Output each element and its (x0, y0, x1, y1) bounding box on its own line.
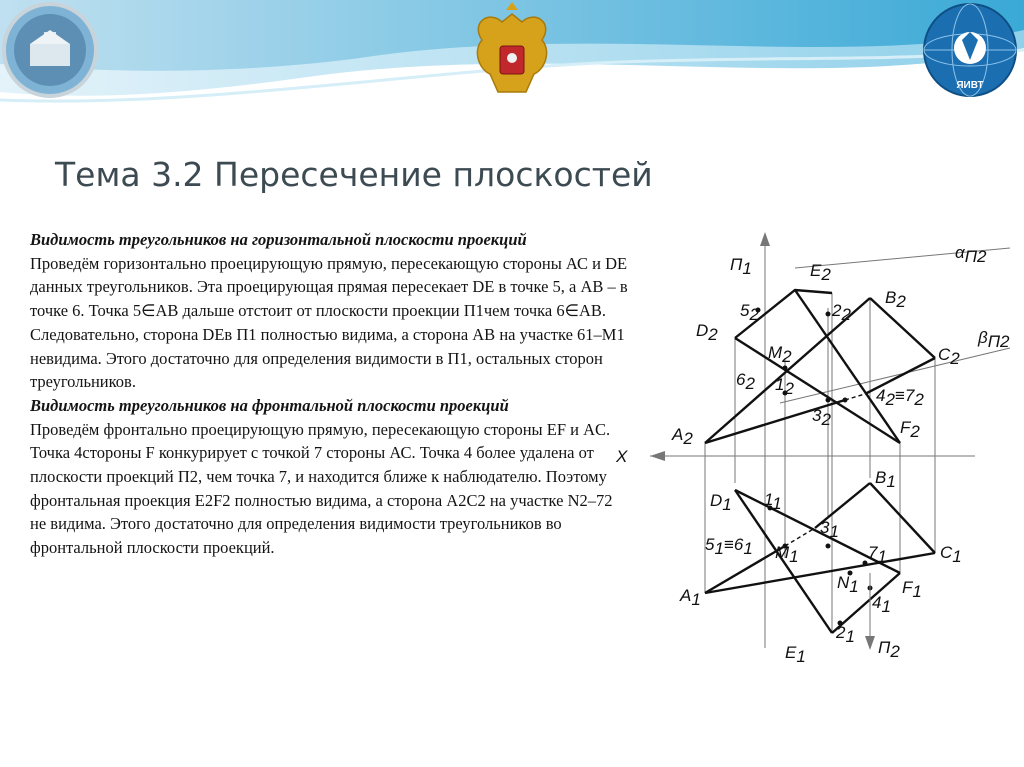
svg-text:αП2: αП2 (955, 243, 987, 266)
edge-a2c2-hidden (845, 394, 865, 400)
subtitle-horizontal: Видимость треугольников на горизонтальной плоскости проекций (30, 230, 527, 249)
svg-text:E2: E2 (810, 261, 831, 284)
svg-text:21: 21 (836, 623, 855, 646)
svg-text:52: 52 (740, 301, 759, 324)
slide-title: Тема 3.2 Пересечение плоскостей (55, 155, 653, 194)
paragraph-frontal: Проведём фронтально проецирующую прямую, пересекающую стороны EF и AC. Точка 4стороны F конкурирует с точкой 7 стороны АС. Точка 4 более удалена от плоскости проекций П2, чем точка 7, и находится ближе к наблюдателю. Поэтому фронтальная проекция E2F2 полностью видима, а сторона А2С2 на участке N2–72 не видима. Этого достаточно для определения видимости треугольников во фронтальной плоскости проекций. (30, 419, 613, 558)
svg-text:11: 11 (764, 490, 782, 513)
svg-text:42≡72: 42≡72 (876, 386, 924, 409)
svg-text:βП2: βП2 (978, 328, 1010, 351)
svg-text:M2: M2 (768, 343, 792, 366)
svg-text:31: 31 (820, 518, 839, 541)
svg-text:51≡61: 51≡61 (705, 535, 753, 558)
svg-text:B2: B2 (885, 288, 906, 311)
svg-text:E1: E1 (785, 643, 806, 666)
header-banner (0, 0, 1024, 130)
paragraph-horizontal: Проведём горизонтально проецирующую прямую, пересекающую стороны АС и DE данных треугольников. Эта проецирующая прямая пересекает DE в точке 5, а АВ – в точке 6. Точка 5∈АВ дальше отстоит от плоскости проекции П1чем точка 6∈АВ. Следовательно, сторона DEв П1 полностью видима, а сторона АВ на участке 61–М1 невидима. Этого достаточно для определения видимости в П1, остальных сторон треугольников. (30, 253, 628, 392)
svg-text:X: X (616, 447, 628, 466)
svg-text:22: 22 (832, 301, 851, 324)
svg-text:П1: П1 (730, 255, 752, 278)
svg-text:A2: A2 (672, 425, 693, 448)
svg-text:62: 62 (736, 370, 755, 393)
svg-text:C2: C2 (938, 345, 960, 368)
globe-emblem-label: ЯИВТ (956, 80, 984, 91)
edge-a1b1-hidden (785, 528, 815, 546)
svg-text:П2: П2 (878, 638, 900, 661)
slide-body (30, 228, 630, 560)
globe-emblem (924, 4, 1016, 96)
svg-text:D2: D2 (696, 321, 718, 344)
svg-text:41: 41 (872, 593, 891, 616)
svg-text:N1: N1 (837, 573, 859, 596)
svg-text:32: 32 (812, 406, 831, 429)
subtitle-frontal: Видимость треугольников на фронтальной плоскости проекций (30, 395, 509, 415)
svg-text:F1: F1 (902, 578, 922, 601)
svg-text:12: 12 (775, 375, 794, 398)
svg-text:71: 71 (868, 543, 887, 566)
svg-text:D1: D1 (710, 491, 732, 514)
edge-b1c1 (870, 483, 935, 553)
svg-text:C1: C1 (940, 543, 962, 566)
arrow-p1 (760, 232, 770, 246)
svg-text:M1: M1 (775, 543, 799, 566)
svg-text:F2: F2 (900, 418, 920, 441)
projection-diagram (610, 228, 1024, 668)
svg-text:B1: B1 (875, 468, 896, 491)
university-emblem (4, 4, 96, 96)
svg-text:A1: A1 (680, 586, 701, 609)
